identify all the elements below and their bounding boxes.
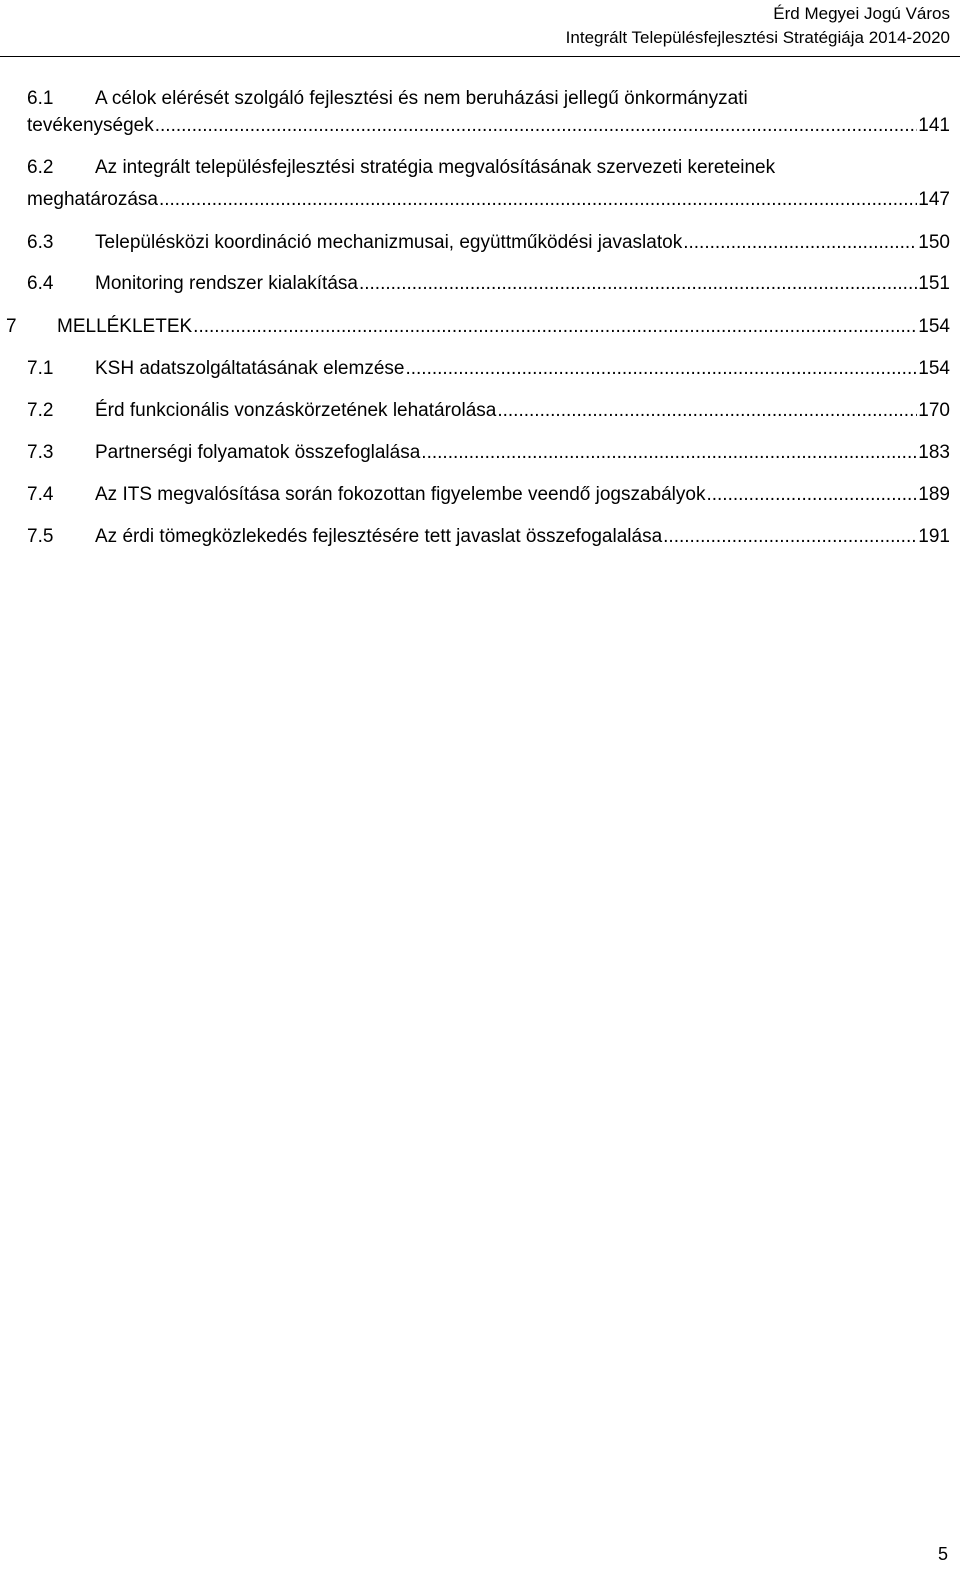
toc-number: 7.2: [27, 400, 54, 421]
toc-page-number: 154: [918, 316, 950, 337]
toc-leader-dots: [405, 356, 917, 382]
toc-title: Partnerségi folyamatok összefoglalása: [95, 442, 421, 463]
toc-leader-dots: [359, 271, 917, 297]
toc-number: 7.5: [27, 526, 54, 547]
toc-title: KSH adatszolgáltatásának elemzése: [95, 358, 405, 379]
toc-number: 7.3: [27, 442, 54, 463]
toc-title-continued: tevékenységek: [27, 115, 154, 136]
toc-entry-7-5[interactable]: [27, 524, 950, 550]
toc-number: 6.3: [27, 232, 54, 253]
toc-page-number: 183: [918, 442, 950, 463]
toc-title: Az érdi tömegközlekedés fejlesztésére tett javaslat összefogalalása: [95, 526, 663, 547]
header-rule: [0, 56, 960, 57]
toc-entry-6-3[interactable]: [27, 230, 950, 256]
toc-leader-dots: [421, 440, 917, 466]
toc-leader-dots: [193, 314, 917, 340]
toc-number: 6.1: [27, 88, 54, 109]
page-number: 5: [937, 1544, 948, 1564]
toc-page-number: 154: [918, 358, 950, 379]
toc-title-continued: meghatározása: [27, 189, 158, 210]
header-document-title: Integrált Településfejlesztési Stratégiája 2014-2020: [565, 28, 950, 47]
toc-entry-7-1[interactable]: [27, 356, 950, 382]
header-city: Érd Megyei Jogú Város: [773, 4, 950, 23]
toc-entry-7-4[interactable]: [27, 482, 950, 508]
toc-page-number: 141: [918, 115, 950, 136]
toc-number: 6.4: [27, 273, 54, 294]
toc-title: MELLÉKLETEK: [57, 316, 193, 337]
toc-title: Érd funkcionális vonzáskörzetének lehatárolása: [95, 400, 497, 421]
toc-page-number: 150: [918, 232, 950, 253]
toc-entry-7-3[interactable]: [27, 440, 950, 466]
toc-page-number: 191: [918, 526, 950, 547]
toc-entry-6-4[interactable]: [27, 271, 950, 297]
toc-leader-dots: [683, 230, 917, 256]
toc-title: A célok elérését szolgáló fejlesztési és nem beruházási jellegű önkormányzati: [95, 88, 748, 109]
toc-number: 7.4: [27, 484, 54, 505]
toc-title: Az ITS megvalósítása során fokozottan figyelembe veendő jogszabályok: [95, 484, 706, 505]
toc-number: 7.1: [27, 358, 54, 379]
toc-entry-6-2[interactable]: [27, 155, 950, 213]
toc-leader-dots: [706, 482, 917, 508]
toc-leader-dots: [159, 187, 917, 213]
toc-page-number: 189: [918, 484, 950, 505]
toc-leader-dots: [497, 398, 917, 424]
toc-leader-dots: [155, 113, 918, 139]
toc-page-number: 147: [918, 189, 950, 210]
toc-page-number: 170: [918, 400, 950, 421]
toc-page-number: 151: [918, 273, 950, 294]
toc-title: Az integrált településfejlesztési stratégia megvalósításának szervezeti kereteinek: [95, 157, 776, 178]
toc-entry-7[interactable]: [6, 314, 950, 340]
toc-title: Monitoring rendszer kialakítása: [95, 273, 358, 294]
toc-leader-dots: [663, 524, 917, 550]
toc-entry-7-2[interactable]: [27, 398, 950, 424]
running-header: [566, 2, 950, 50]
toc-title: Településközi koordináció mechanizmusai, együttműködési javaslatok: [95, 232, 683, 253]
toc-entry-6-1[interactable]: [27, 86, 950, 139]
toc-number: 6.2: [27, 157, 54, 178]
toc-number: 7: [6, 316, 17, 337]
